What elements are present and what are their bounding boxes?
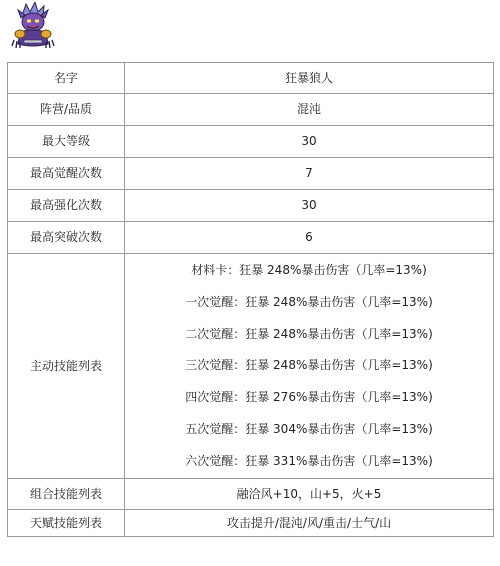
active-skills-row — [8, 254, 494, 479]
list-item: 二次觉醒：狂暴 248%暴击伤害（几率=13%) — [185, 326, 433, 341]
row-label: 最高突破次数 — [8, 222, 125, 254]
talent-skills-label: 天赋技能列表 — [8, 510, 125, 537]
list-item: 一次觉醒：狂暴 248%暴击伤害（几率=13%) — [185, 294, 433, 309]
combo-skills-value: 融洽风+10，山+5，火+5 — [125, 479, 494, 510]
list-item: 六次觉醒：狂暴 331%暴击伤害（几率=13%) — [185, 453, 433, 468]
talent-skills-value: 攻击提升/混沌/风/重击/士气/山 — [125, 510, 494, 537]
purple-werewolf-icon — [10, 2, 56, 50]
talent-skills-row — [8, 510, 494, 537]
table-row — [8, 63, 494, 94]
character-avatar — [10, 2, 56, 50]
row-value: 6 — [125, 222, 494, 254]
active-skills-cell — [125, 254, 494, 479]
row-value: 7 — [125, 158, 494, 190]
list-item: 四次觉醒：狂暴 276%暴击伤害（几率=13%) — [185, 390, 433, 405]
row-label: 最大等级 — [8, 126, 125, 158]
table-row — [8, 158, 494, 190]
active-skills-list — [125, 254, 493, 478]
list-item: 五次觉醒：狂暴 304%暴击伤害（几率=13%) — [185, 422, 433, 437]
table-row — [8, 94, 494, 126]
combo-skills-label: 组合技能列表 — [8, 479, 125, 510]
row-label: 名字 — [8, 63, 125, 94]
table-row — [8, 126, 494, 158]
active-skills-label: 主动技能列表 — [8, 254, 125, 479]
list-item: 三次觉醒：狂暴 248%暴击伤害（几率=13%) — [185, 358, 433, 373]
row-value: 混沌 — [125, 94, 494, 126]
character-info-table — [7, 62, 494, 537]
list-item: 材料卡：狂暴 248%暴击伤害（几率=13%) — [191, 263, 427, 277]
table-row — [8, 190, 494, 222]
row-value: 30 — [125, 190, 494, 222]
row-label: 阵营/品质 — [8, 94, 125, 126]
row-value: 30 — [125, 126, 494, 158]
row-label: 最高觉醒次数 — [8, 158, 125, 190]
row-value: 狂暴狼人 — [125, 63, 494, 94]
table-row — [8, 222, 494, 254]
combo-skills-row — [8, 479, 494, 510]
row-label: 最高强化次数 — [8, 190, 125, 222]
